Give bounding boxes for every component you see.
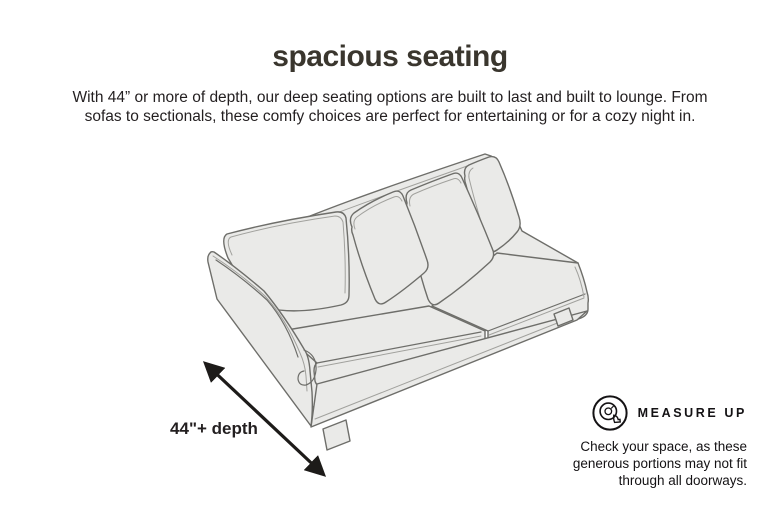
page-title: spacious seating (272, 40, 508, 73)
intro-paragraph (0, 88, 780, 126)
measure-up-note-line-1: Check your space, as these (580, 439, 747, 454)
measure-up-note (573, 438, 747, 489)
measure-up-block (557, 394, 747, 489)
measure-up-note-line-3: through all doorways. (618, 473, 747, 488)
depth-dimension-label: 44"+ depth (170, 419, 258, 438)
intro-line-1: With 44” or more of depth, our deep seating options are built to last and built to lounge. From (72, 89, 708, 106)
measure-up-note-line-2: generous portions may not fit (572, 456, 747, 471)
measure-up-heading: MEASURE UP (637, 406, 747, 420)
intro-line-2: sofas to sectionals, these comfy choices are perfect for entertaining or for a cozy night in. (84, 108, 696, 125)
tape-measure-icon (591, 394, 629, 432)
measure-up-header (591, 394, 747, 432)
